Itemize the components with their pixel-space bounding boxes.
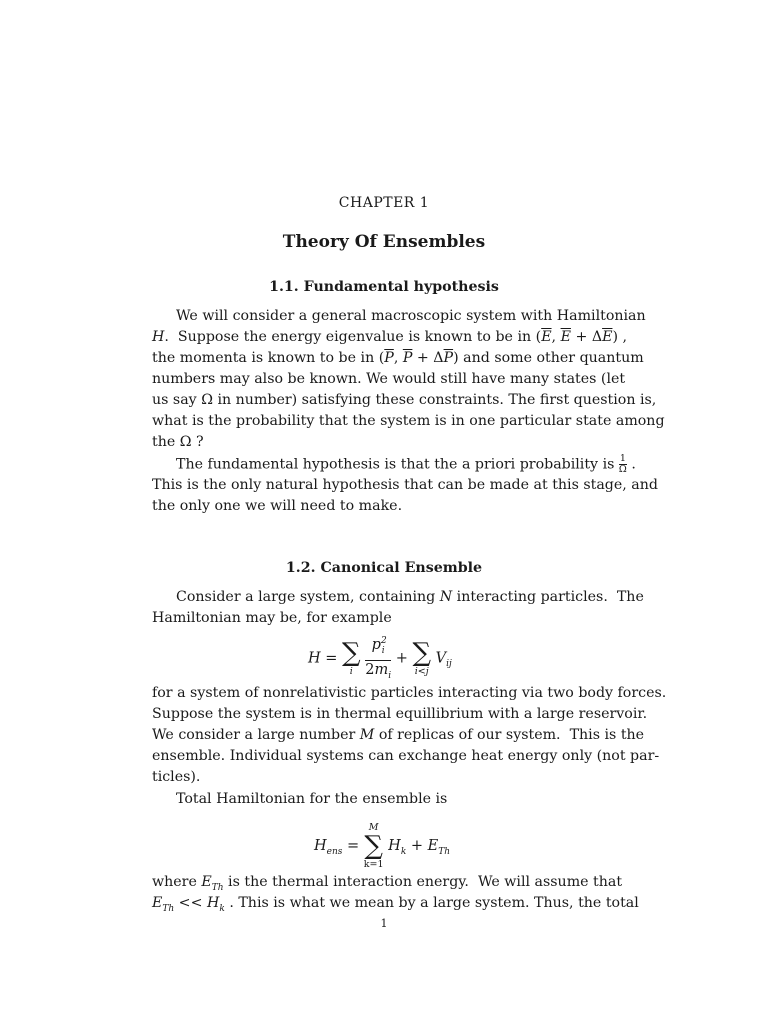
chapter-title: Theory Of Ensembles <box>282 232 486 252</box>
chapter-label: CHAPTER 1 <box>338 195 430 211</box>
section-heading-1-2: 1.2. Canonical Ensemble <box>285 560 483 576</box>
paragraph-line: us say Ω in number) satisfying these constraints. The first question is, <box>152 392 657 408</box>
paragraph-line: We will consider a general macroscopic system with Hamiltonian <box>176 308 646 324</box>
paragraph-line: Hamiltonian may be, for example <box>152 610 392 626</box>
paragraph-text: The fundamental hypothesis is that the a priori probability is <box>176 456 615 473</box>
paragraph-line: ensemble. Individual systems can exchange heat energy only (not par- <box>152 748 660 764</box>
paragraph-line: what is the probability that the system is in one particular state among <box>152 413 665 429</box>
equation-lhs: H <box>308 650 321 667</box>
ensemble-hamiltonian-equation: $H_{ens}$ = M ∑ k=1 $H_k + E_{Th}$ <box>314 822 451 870</box>
paragraph-line: $E_{Th} << H_k$ . This is what we mean by a large system. Thus, the total <box>152 895 639 914</box>
summation-symbol: ∑ i<j <box>412 637 432 677</box>
section-heading-1-1: 1.1. Fundamental hypothesis <box>269 279 499 295</box>
paragraph-line: Consider a large system, containing N interacting particles. The <box>176 589 644 605</box>
paragraph-line: H. Suppose the energy eigenvalue is known to be in ($\overline{E}$, $\overline{E} + \Delta\overline{E}$) , <box>152 329 628 345</box>
paragraph-line: numbers may also be known. We would still have many states (let <box>152 371 626 387</box>
paragraph-line: We consider a large number M of replicas of our system. This is the <box>152 727 645 743</box>
probability-fraction <box>619 454 627 475</box>
paragraph-line: The fundamental hypothesis is that the a priori probability is $\frac{1}{\Omega}$ . <box>176 453 636 475</box>
kinetic-fraction: $\frac{p^2_i}{2m_i}$ <box>365 632 391 685</box>
paragraph-line: for a system of nonrelativistic particles interacting via two body forces. <box>152 685 667 701</box>
fraction-denominator: Ω <box>618 464 627 475</box>
hamiltonian-equation: H = ∑ i $\frac{p^2_i}{2m_i}$ + ∑ i<j $V_{ij}$ <box>308 632 452 685</box>
paragraph-line: This is the only natural hypothesis that can be made at this stage, and <box>152 477 658 493</box>
page-number: 1 <box>380 917 388 930</box>
summation-symbol: ∑ i <box>342 637 361 677</box>
paragraph-line: the only one we will need to make. <box>152 498 403 514</box>
paragraph-line: Total Hamiltonian for the ensemble is <box>176 791 448 807</box>
paragraph-line: where $E_{Th}$ is the thermal interaction energy. We will assume that <box>152 874 623 893</box>
paragraph-line: Suppose the system is in thermal equillibrium with a large reservoir. <box>152 706 648 722</box>
fraction-numerator: 1 <box>619 453 626 464</box>
paragraph-line: the Ω ? <box>152 434 204 450</box>
paragraph-line: the momenta is known to be in ($\overline{P}$, $\overline{P} + \Delta\overline{P}$) and some other quantum <box>152 350 644 366</box>
summation-symbol: M ∑ k=1 <box>363 822 384 870</box>
paragraph-line: ticles). <box>152 769 201 785</box>
